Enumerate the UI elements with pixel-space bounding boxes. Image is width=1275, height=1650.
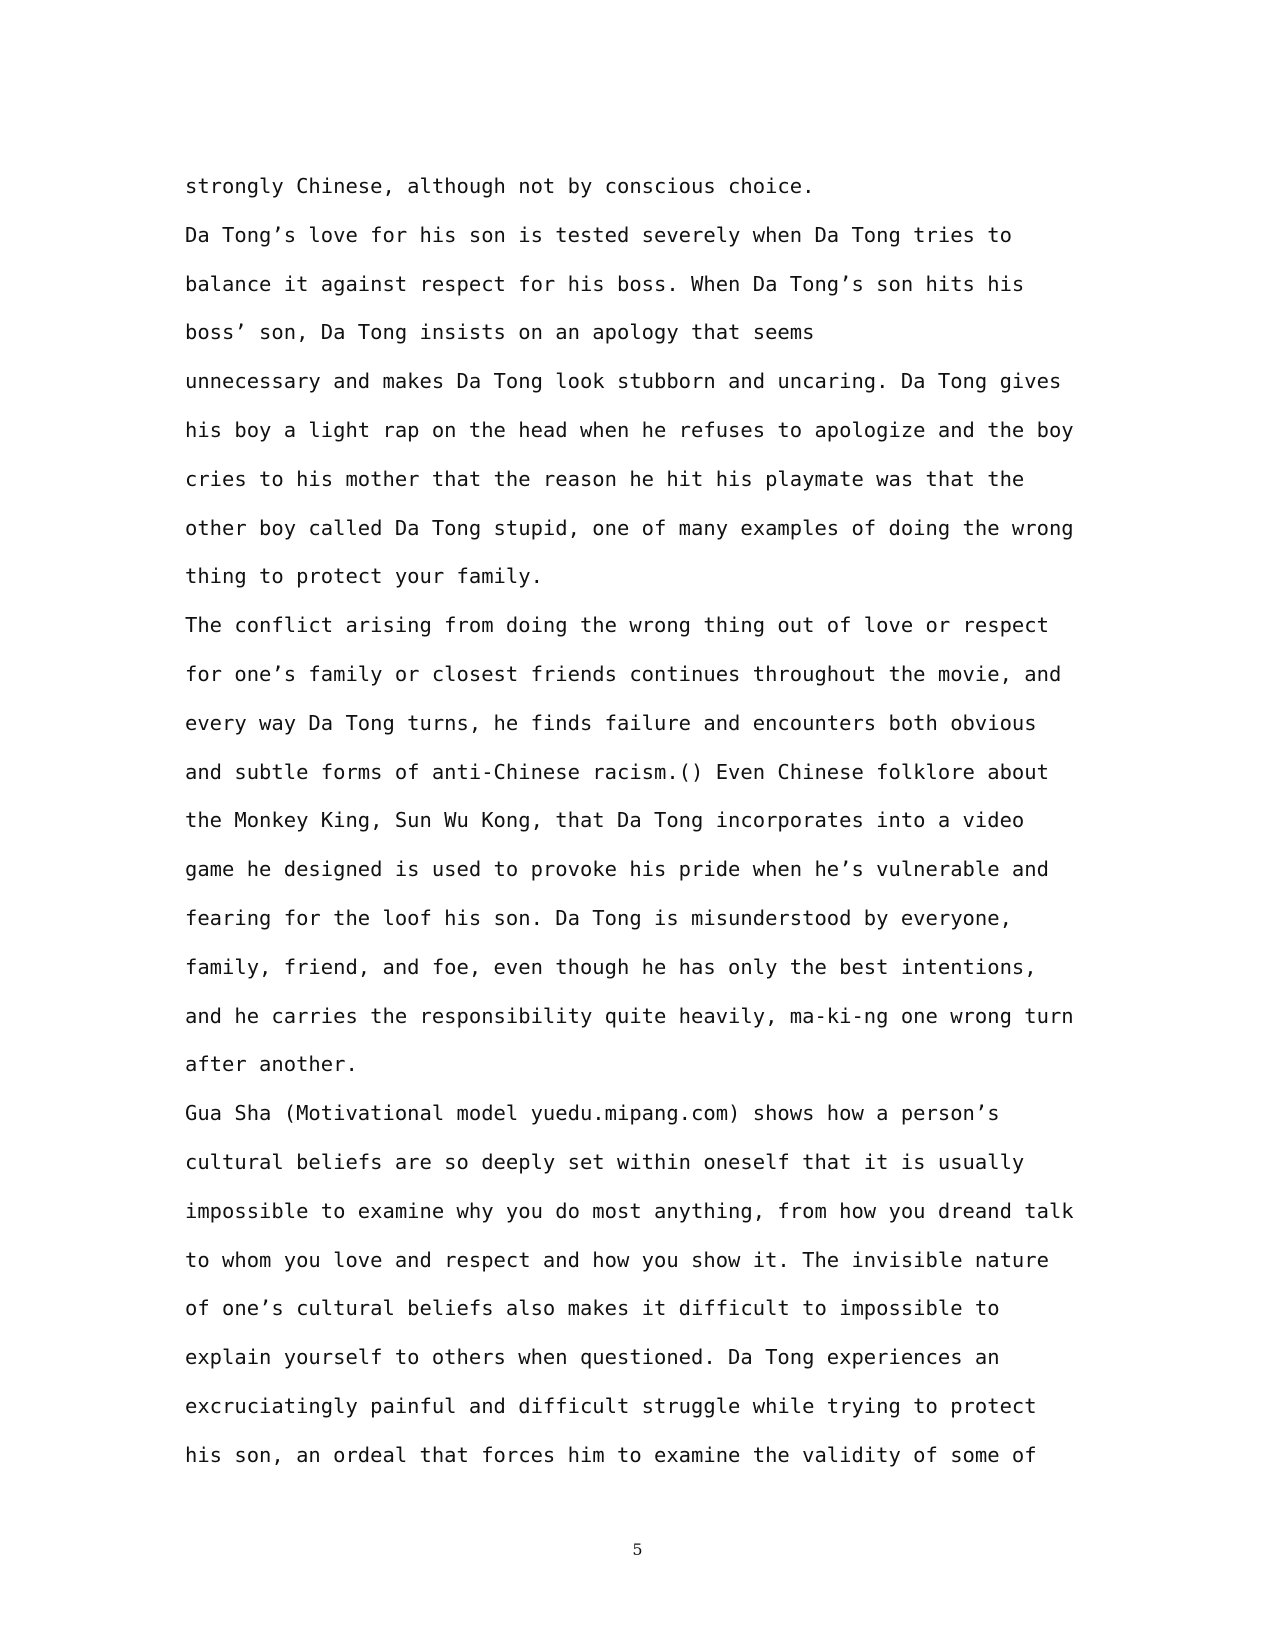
text-line: Da Tong’s love for his son is tested severely when Da Tong tries to	[185, 222, 1012, 247]
text-line: strongly Chinese, although not by conscious choice.	[185, 174, 815, 198]
text-line: boss’ son, Da Tong insists on an apology that seems	[185, 320, 815, 345]
text-line: his son, an ordeal that forces him to examine the validity of some of	[185, 1442, 1037, 1467]
text-line: balance it against respect for his boss. When Da Tong’s son hits his	[185, 271, 1025, 296]
text-line: and he carries the responsibility quite heavily, ma-ki-ng one wrong turn	[185, 1003, 1074, 1028]
text-line: fearing for the loof his son. Da Tong is misunderstood by everyone,	[185, 905, 1012, 930]
text-line: of one’s cultural beliefs also makes it difficult to impossible to	[185, 1296, 1000, 1321]
text-line: excruciatingly painful and difficult struggle while trying to protect	[185, 1393, 1037, 1418]
text-line: after another.	[185, 1052, 358, 1077]
text-line: impossible to examine why you do most anything, from how you dreand talk	[185, 1198, 1074, 1223]
text-line: for one’s family or closest friends continues throughout the movie, and	[185, 661, 1062, 686]
text-line: family, friend, and foe, even though he has only the best intentions,	[185, 954, 1037, 979]
text-line: thing to protect your family.	[185, 564, 543, 589]
text-line: unnecessary and makes Da Tong look stubborn and uncaring. Da Tong gives	[185, 369, 1062, 394]
text-line: game he designed is used to provoke his pride when he’s vulnerable and	[185, 857, 1049, 882]
text-line: explain yourself to others when questioned. Da Tong experiences an	[185, 1345, 1000, 1370]
text-line: cries to his mother that the reason he hit his playmate was that the	[185, 466, 1025, 491]
text-line: cultural beliefs are so deeply set within oneself that it is usually	[185, 1149, 1025, 1174]
text-line: the Monkey King, Sun Wu Kong, that Da Tong incorporates into a video	[185, 808, 1025, 833]
page-number: 5	[632, 1540, 643, 1559]
text-line: his boy a light rap on the head when he refuses to apologize and the boy	[185, 417, 1074, 442]
text-line: The conflict arising from doing the wrong thing out of love or respect	[185, 613, 1049, 638]
text-line: every way Da Tong turns, he finds failure and encounters both obvious	[185, 710, 1037, 735]
text-line: and subtle forms of anti-Chinese racism.() Even Chinese folklore about	[185, 759, 1049, 784]
text-line: to whom you love and respect and how you show it. The invisible nature	[185, 1247, 1049, 1272]
body-text	[185, 162, 1125, 1480]
text-line: Gua Sha (Motivational model yuedu.mipang.com) shows how a person’s	[185, 1101, 1000, 1126]
text-line: other boy called Da Tong stupid, one of many examples of doing the wrong	[185, 515, 1074, 540]
